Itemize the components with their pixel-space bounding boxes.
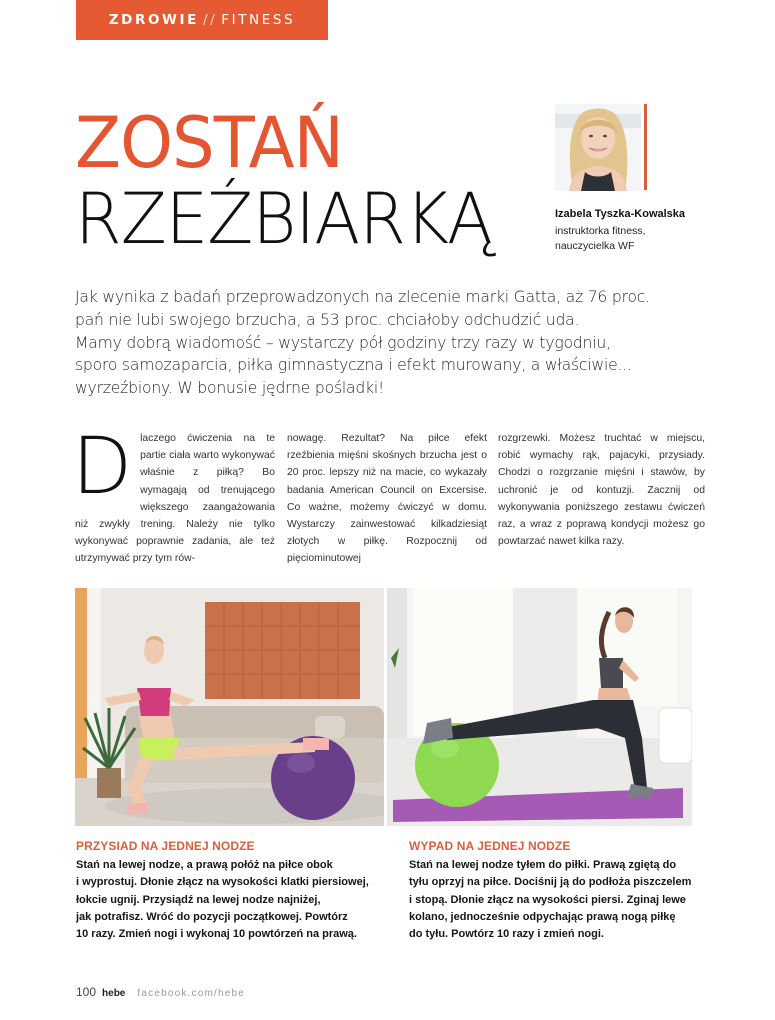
author-role-line-2: nauczycielka WF xyxy=(555,240,635,252)
lead-line: Jak wynika z badań przeprowadzonych na zlecenie marki Gatta, aż 76 proc. xyxy=(75,288,650,306)
author-accent-bar xyxy=(644,104,647,190)
drop-cap: D xyxy=(72,422,133,512)
lead-line: pań nie lubi swojego brzucha, a 53 proc. chciałoby odchudzić uda. xyxy=(75,310,580,329)
lead-line: Mamy dobrą wiadomość – wystarczy pół godziny trzy razy w tygodniu, xyxy=(75,333,611,352)
lunge-illustration xyxy=(387,588,692,826)
exercise-1-line: Stań na lewej nodze, a prawą połóż na piłce obok xyxy=(76,859,333,871)
wall-panel xyxy=(205,602,360,699)
author-portrait xyxy=(555,104,641,191)
exercise-2-line: Stań na lewej nodze tyłem do piłki. Prawą zgiętą do xyxy=(409,859,677,871)
author-name: Izabela Tyszka-Kowalska xyxy=(555,208,686,220)
section-subcategory: FITNESS xyxy=(221,12,296,28)
lead-line: sporo samozaparcia, piłka gimnastyczna i efekt murowany, a właściwie... xyxy=(75,356,632,375)
exercise-1-description xyxy=(76,857,386,943)
exercise-2-line: i stopą. Dłonie złącz na wysokości piersi. Zginaj lewe xyxy=(409,893,686,906)
exercise-2-line: do tyłu. Powtórz 10 razy i zmień nogi. xyxy=(409,928,604,941)
photo-lunge xyxy=(387,588,692,826)
body-text: rozgrzewki. Możesz truchtać w miejscu, robić wymachy rąk, pajacyki, przysiady. Chodzi o rozgrzanie mięśni i stawów, by uchronić je od kontuzji. Zacznij od wykonywania poniższego zestawu ćwiczeń raz, a wraz z poprawą kondycji możesz go powtarzać nawet kilka razy. xyxy=(498,433,705,548)
body-text: nowagę. Rezultat? Na piłce efekt rzeźbienia mięśni skośnych brzucha jest o 20 proc. lepszy niż na macie, co wykazały badania American Council on Excersise. Co ważne, możemy ćwiczyć w domu. Wystarczy zainwestować kilkadziesiąt złotych w piłkę. Rozpocznij od pięciominutowej xyxy=(287,433,487,565)
exercise-1-line: 10 razy. Zmień nogi i wykonaj 10 powtórzeń na prawą. xyxy=(76,928,357,941)
section-tag xyxy=(76,0,328,40)
body-column-2 xyxy=(287,430,487,568)
body-column-3 xyxy=(498,430,705,550)
exercise-1-line: jak potrafisz. Wróć do pozycji początkowej. Powtórz xyxy=(76,910,348,923)
headline-line-2: RZEŹBIARKĄ xyxy=(75,178,492,260)
page-number: 100 xyxy=(76,985,97,999)
exercise-1-line: łokcie ugnij. Przysiądź na lewej nodze najniżej, xyxy=(76,893,321,906)
body-text: laczego ćwiczenia na te partie ciała warto wykonywać właśnie z piłką? Bo wymagają od trenującego większego zaangażowania niż zwykły trening. Należy nie tylko wykonywać poprawnie zadania, ale też utrzymywać przy tym rów- xyxy=(75,433,275,565)
page-footer xyxy=(76,985,245,999)
exercise-2-line: kolano, jednocześnie odpychając prawą nogą piłkę xyxy=(409,910,676,923)
author-role-line-1: instruktorka fitness, xyxy=(555,225,646,237)
exercise-2-title: WYPAD NA JEDNEJ NODZE xyxy=(409,839,571,853)
lead-paragraph xyxy=(75,286,715,400)
photo-side-squat xyxy=(75,588,384,826)
section-separator: // xyxy=(202,12,218,28)
brand-logo: hebe xyxy=(102,988,126,999)
facebook-link[interactable]: facebook.com/hebe xyxy=(137,988,246,999)
author-role xyxy=(555,224,645,254)
section-category: ZDROWIE xyxy=(108,12,199,28)
exercise-1-line: i wyprostuj. Dłonie złącz na wysokości klatki piersiowej, xyxy=(76,876,369,889)
author-portrait-image xyxy=(555,104,641,191)
headline-line-1: ZOSTAŃ xyxy=(75,102,343,184)
exercise-2-description xyxy=(409,857,709,943)
side-squat-illustration xyxy=(75,588,384,826)
lead-line: wyrzeźbiony. W bonusie jędrne pośladki! xyxy=(75,379,385,398)
body-column-1 xyxy=(72,422,275,568)
exercise-1-title: PRZYSIAD NA JEDNEJ NODZE xyxy=(76,839,255,853)
exercise-2-line: tyłu oprzyj na piłce. Dociśnij ją do podłoża piszczelem xyxy=(409,876,692,889)
